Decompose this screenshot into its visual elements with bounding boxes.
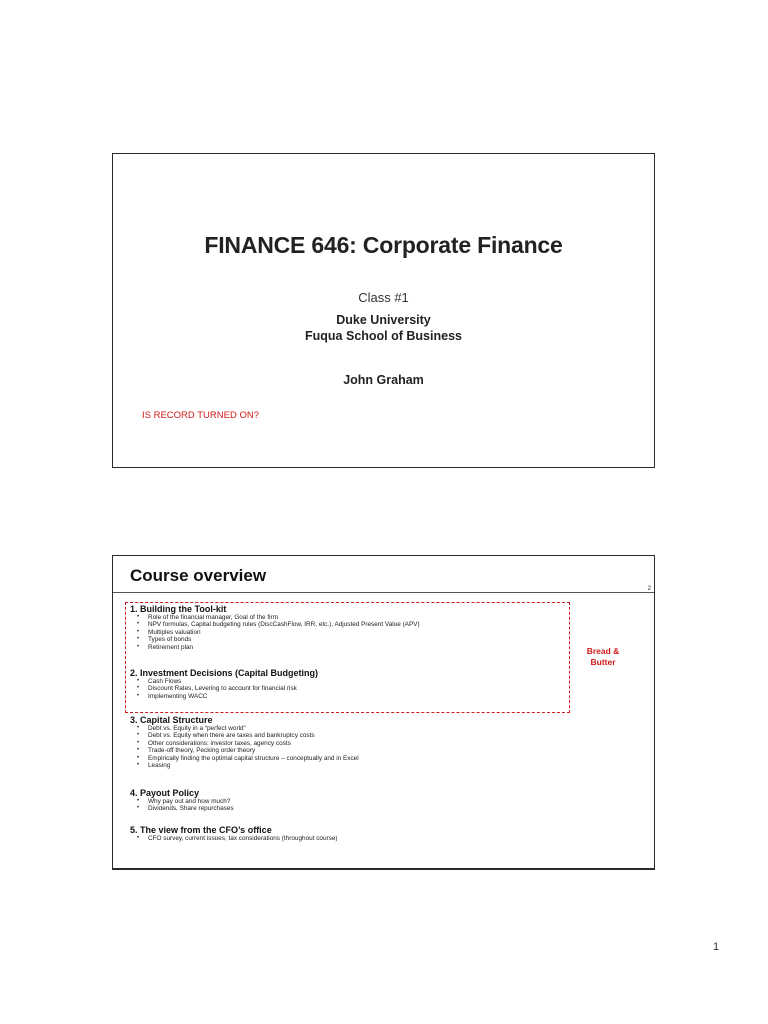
page-number: 1 <box>713 941 720 953</box>
section-heading: 1. Building the Tool-kit <box>130 604 227 614</box>
section-list <box>130 725 359 769</box>
section-capital-structure <box>130 715 359 769</box>
professor-name: John Graham <box>343 373 424 387</box>
list-item: • Other considerations: investor taxes, agency costs <box>148 740 359 747</box>
list-item: • Retirement plan <box>148 644 420 651</box>
list-item: • CFO survey, current issues, tax considerations (throughout course) <box>148 835 338 842</box>
list-item: • Debt vs. Equity in a “perfect world” <box>148 725 359 732</box>
university-name: Duke University <box>336 313 431 327</box>
section-toolkit <box>130 604 420 651</box>
section-list <box>130 614 420 651</box>
list-item: • Leasing <box>148 762 359 769</box>
section-list <box>130 835 338 842</box>
class-label: Class #1 <box>358 290 409 305</box>
course-title: FINANCE 646: Corporate Finance <box>204 232 563 258</box>
list-item: • Debt vs. Equity when there are taxes and bankruptcy costs <box>148 732 359 739</box>
institution-block <box>113 312 654 344</box>
title-slide <box>112 153 655 468</box>
list-item: • Trade-off theory, Pecking order theory <box>148 747 359 754</box>
section-payout-policy <box>130 788 234 813</box>
list-item: • Multiples valuation <box>148 629 420 636</box>
list-item: • Implementing WACC <box>148 693 318 700</box>
course-overview-slide <box>112 555 655 870</box>
list-item: • Types of bonds <box>148 636 420 643</box>
title-divider <box>113 592 654 593</box>
slide-number: 2 <box>647 586 651 592</box>
list-item: • Dividends, Share repurchases <box>148 805 234 812</box>
section-heading: 3. Capital Structure <box>130 715 213 725</box>
record-notice: IS RECORD TURNED ON? <box>142 410 260 421</box>
list-item: • Why pay out and how much? <box>148 798 234 805</box>
list-item: • Role of the financial manager, Goal of the firm <box>148 614 420 621</box>
annotation-line: Butter <box>590 657 616 667</box>
section-investment-decisions <box>130 668 318 700</box>
annotation-line: Bread & <box>586 646 620 656</box>
list-item: • NPV formulas, Capital budgeting rules (DiscCashFlow, IRR, etc.), Adjusted Present Value (APV) <box>148 621 420 628</box>
school-name: Fuqua School of Business <box>305 329 462 343</box>
section-list <box>130 678 318 700</box>
section-heading: 2. Investment Decisions (Capital Budgeting) <box>130 668 319 678</box>
slide-title: Course overview <box>130 566 267 585</box>
section-list <box>130 798 234 813</box>
section-cfo-view <box>130 825 338 842</box>
bread-butter-annotation <box>578 646 628 668</box>
list-item: • Cash Flows <box>148 678 318 685</box>
list-item: • Empirically finding the optimal capital structure – conceptually and in Excel <box>148 755 359 762</box>
list-item: • Discount Rates, Levering to account for financial risk <box>148 685 318 692</box>
section-heading: 5. The view from the CFO’s office <box>130 825 272 835</box>
section-heading: 4. Payout Policy <box>130 788 200 798</box>
